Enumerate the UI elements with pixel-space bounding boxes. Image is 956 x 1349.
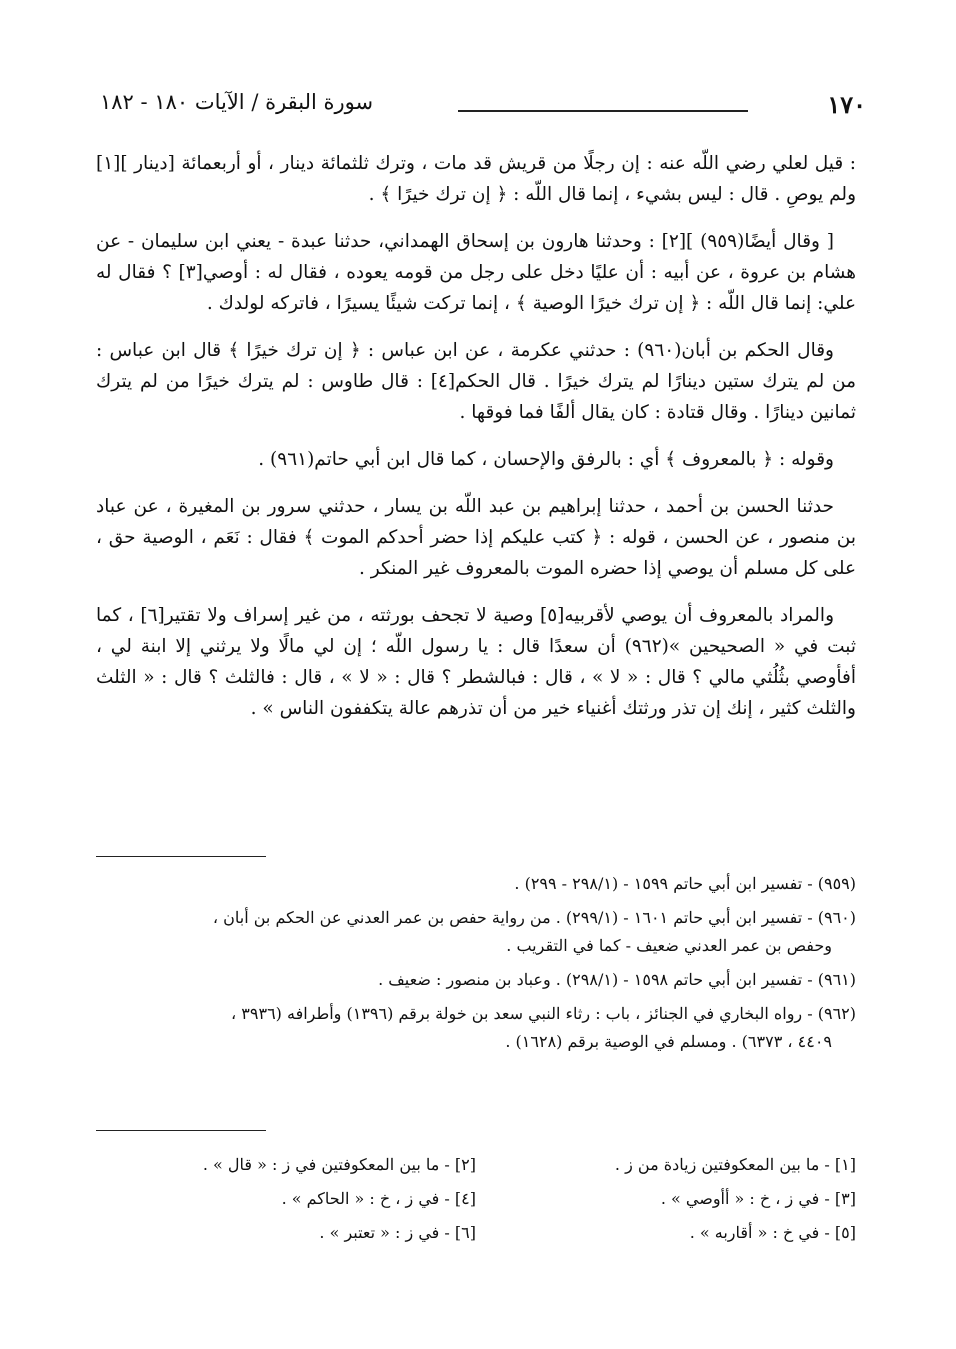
- editor-notes: [96, 1148, 856, 1250]
- footnotes: [96, 870, 856, 1062]
- editor-note: [٢] - ما بين المعكوفتين في ز : « قال » .: [202, 1155, 476, 1174]
- footnote: (٩٦٠) - تفسير ابن أبي حاتم ١٦٠١ - (٢٩٩/١) . من رواية حفص بن عمر العدني عن الحكم بن أبان ،: [212, 908, 856, 927]
- running-header: [100, 88, 866, 128]
- paragraph: حدثنا الحسن بن أحمد ، حدثنا إبراهيم بن عبد اللّه بن يسار ، حدثني سرور بن المغيرة ، عن عباد بن منصور ، عن الحسن ، قوله : ﴿ كتب عليكم إذا حضر أحدكم الموت ﴾ فقال : نَعَم ، الوصية حق ، على كل مسلم أن يوصي إذا حضره الموت بالمعروف غير المنكر .: [96, 496, 856, 579]
- footnote: (٩٦٢) - رواه البخاري في الجنائز ، باب : رثاء النبي سعد بن خولة برقم (١٣٩٦) وأطرافه (٣٩٣٦ ،: [231, 1004, 856, 1023]
- paragraph: [ وقال أيضًا(٩٥٩) ][٢] : وحدثنا هارون بن إسحاق الهمداني، حدثنا عبدة - يعني ابن سليمان - عن هشام بن عروة ، عن أبيه : أن عليًا دخل على رجل من قومه يعوده ، فقال له : أوصي[٣] ؟ فقال له علي: إنما قال اللّه : ﴿ إن ترك خيرًا الوصية ﴾ ، إنما تركت شيئًا يسيرًا ، فاتركه لولدك .: [96, 231, 856, 314]
- editor-notes-row: [96, 1182, 856, 1216]
- editor-note: [١] - ما بين المعكوفتين زيادة من ز .: [614, 1155, 856, 1174]
- header-rule: [458, 110, 748, 112]
- editor-note: [٦] - في ز : « تعتبر » .: [319, 1223, 476, 1242]
- editor-notes-rule: [96, 1130, 266, 1131]
- editor-note: [٤] - في ز ، خ : « الحاكم » .: [281, 1189, 476, 1208]
- running-title: سورة البقرة / الآيات ١٨٠ - ١٨٢: [100, 90, 374, 114]
- footnote: (٩٥٩) - تفسير ابن أبي حاتم ١٥٩٩ - (٢٩٨/١ - ٢٩٩) .: [514, 874, 856, 893]
- footnote-continuation: ٤٤٠٩ ، ٦٣٧٣) . ومسلم في الوصية برقم (١٦٢٨) .: [505, 1032, 832, 1051]
- page-number: ١٧٠: [827, 90, 866, 119]
- footnote-continuation: وحفص بن عمر العدني ضعيف - كما في التقريب .: [506, 936, 832, 955]
- footnote-rule: [96, 856, 266, 857]
- editor-notes-row: [96, 1148, 856, 1182]
- editor-note: [٣] - في ز ، خ : « أأوصي » .: [660, 1189, 856, 1208]
- paragraph: وقوله : ﴿ بالمعروف ﴾ أي : بالرفق والإحسان ، كما قال ابن أبي حاتم(٩٦١) .: [258, 449, 834, 470]
- paragraph: وقال الحكم بن أبان(٩٦٠) : حدثني عكرمة ، عن ابن عباس : ﴿ إن ترك خيرًا ﴾ قال ابن عباس : من لم يترك ستين دينارًا لم يترك خيرًا . قال الحكم[٤] : قال طاوس : لم يترك خيرًا من لم يترك ثمانين دينارًا . وقال قتادة : كان يقال ألفًا فما فوقها .: [96, 340, 856, 423]
- editor-note: [٥] - في خ : « أقاربه » .: [689, 1223, 856, 1242]
- editor-notes-row: [96, 1216, 856, 1250]
- paragraph: : قيل لعلي رضي اللّه عنه : إن رجلًا من قريش قد مات ، وترك ثلثمائة دينار ، أو أربعمائة [دينار ][١] ولم يوصِ . قال : ليس بشيء ، إنما قال اللّه : ﴿ إن ترك خيرًا ﴾ .: [96, 153, 856, 205]
- main-text: [96, 148, 856, 740]
- paragraph: والمراد بالمعروف أن يوصي لأقربيه[٥] وصية لا تجحف بورثته ، من غير إسراف ولا تقتير[٦] ، كما ثبت في « الصحيحين »(٩٦٢) أن سعدًا قال : يا رسول اللّه ؛ إن لي مالًا ولا يرثني إلا ابنة لي ، أفأوصي بثُلُثي مالي ؟ قال : « لا » ، قال : فبالشطر ؟ قال : « لا » ، قال : فالثلث ؟ قال : « الثلث والثلث كثير ، إنك إن تذر ورثتك أغنياء خير من أن تذرهم عالة يتكففون الناس » .: [96, 605, 856, 719]
- footnote: (٩٦١) - تفسير ابن أبي حاتم ١٥٩٨ - (٢٩٨/١) . وعباد بن منصور : ضعيف .: [378, 970, 856, 989]
